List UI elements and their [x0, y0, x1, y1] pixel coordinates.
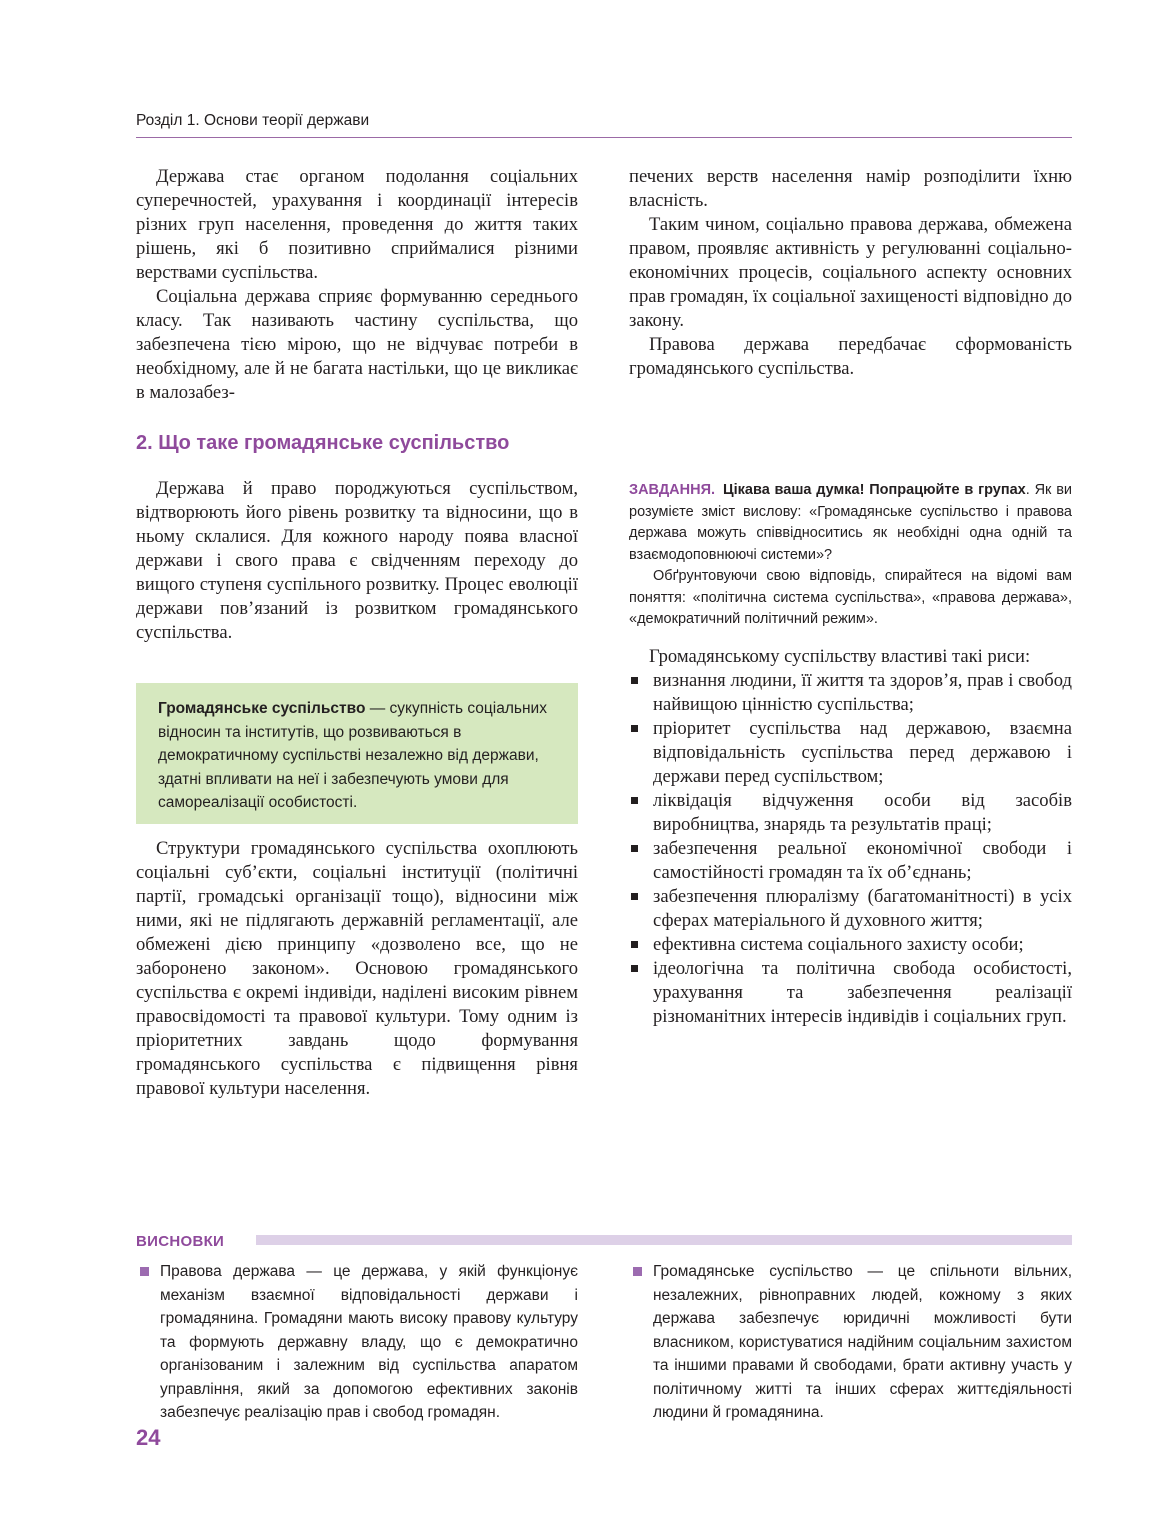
definition-text: — сукупність соціальних відносин та інститутів, що розвиваються в демократичному суспільстві незалежно від держави, здатні впливати на неї і забезпечують умови для самореалізації особистості.	[158, 700, 547, 811]
bullet-square-icon	[140, 1267, 149, 1276]
conclusion-item	[136, 1260, 578, 1425]
paragraph: Правова держава передбачає сформованість громадянського суспільства.	[629, 334, 1072, 379]
task-question-text: Як ви розумієте зміст вислову: «Громадянське суспільство і правова держава можуть співвідноситись як необхідні одна одній та взаємодоповнюючі системи»?	[629, 482, 1073, 563]
running-header	[136, 112, 1072, 138]
definition-term: Громадянське суспільство	[158, 700, 366, 717]
conclusions-title: ВИСНОВКИ	[136, 1233, 225, 1250]
conclusion-item	[629, 1260, 1072, 1425]
list-item	[629, 885, 1072, 933]
list-item-text: пріоритет суспільства над державою, взаємна відповідальність суспільства перед державою і держави перед суспільством;	[653, 718, 1072, 787]
list-item	[629, 837, 1072, 885]
page-number: 24	[136, 1425, 161, 1450]
features-intro: Громадянському суспільству властиві такі риси:	[649, 646, 1031, 667]
list-item-text: ліквідація відчуження особи від засобів виробництва, знарядь та результатів праці;	[653, 790, 1072, 835]
task-label: ЗАВДАННЯ.	[629, 482, 716, 498]
paragraph: Структури громадянського суспільства охоплюють соціальні суб’єкти, соціальні інституції (політичні партії, громадські організації тощо), відносини між ними, які не підлягають державній регламентації, але обмежені дією принципу «дозволено все, що не заборонено законом». Основою громадянського суспільства є окремі індивіди, наділені високим рівнем правосвідомості та правової культури. Тому одним із пріоритетних завдань щодо формування громадянського суспільства є підвищення рівня правової культури населення.	[136, 838, 578, 1099]
paragraph: Таким чином, соціально правова держава, обмежена правом, проявляє активність у регулюванні соціально-економічних процесів, соціального аспекту основних прав громадян, їх соціальної захищеності відповідно до закону.	[629, 214, 1072, 331]
list-item-text: забезпечення реальної економічної свободи і самостійності громадян та їх об’єднань;	[653, 838, 1072, 883]
bullet-square-icon	[631, 845, 638, 852]
paragraph: печених верств населення намір розподілити їхню власність.	[629, 166, 1072, 211]
list-item-text: забезпечення плюралізму (багатоманітності) в усіх сферах матеріального й духовного життя;	[653, 886, 1072, 931]
conclusions-divider	[256, 1235, 1072, 1245]
left-middle-column	[136, 477, 578, 645]
list-item-text: ідеологічна та політична свобода особистості, урахування та забезпечення реалізації різноманітних інтересів індивідів і соціальних груп.	[653, 958, 1072, 1027]
task-question	[629, 480, 1072, 566]
task-block	[629, 480, 1072, 631]
bullet-square-icon	[631, 725, 638, 732]
list-item	[629, 957, 1072, 1029]
list-item	[629, 669, 1072, 717]
conclusion-text: Правова держава — це держава, у якій функціонує механізм взаємної відповідальності держави і громадянина. Громадяни мають високу правову культуру та формують державну владу, що є демократично організованим і залежним від суспільства апаратом управління, який за допомогою ефективних законів забезпечує реалізацію прав і свобод громадян.	[160, 1263, 578, 1421]
bullet-square-icon	[631, 677, 638, 684]
bullet-square-icon	[631, 893, 638, 900]
paragraph: Держава й право породжуються суспільством, відтворюють його рівень розвитку та відносини, що в ньому склалися. Для кожного народу поява власної держави і свого права є свідченням переходу до вищого ступеня суспільного розвитку. Процес еволюції держави пов’язаний із розвитком громадянського суспільства.	[136, 478, 578, 643]
task-heading: Цікава ваша думка! Попрацюйте в групах	[723, 482, 1026, 498]
running-title: Розділ 1. Основи теорії держави	[136, 112, 370, 129]
section-title: 2. Що таке громадянське суспільство	[136, 432, 510, 454]
right-top-column	[629, 165, 1072, 381]
list-item	[629, 933, 1072, 957]
list-item	[629, 789, 1072, 837]
definition-box	[136, 683, 578, 824]
paragraph: Держава стає органом подолання соціальних суперечностей, урахування і координації інтересів різних груп населення, проведення до життя таких рішень, які б позитивно сприймалися різними верствами суспільства.	[136, 166, 578, 283]
left-bottom-column	[136, 837, 578, 1101]
left-top-column	[136, 165, 578, 405]
list-item-text: визнання людини, її життя та здоров’я, прав і свобод найвищою цінністю суспільства;	[653, 670, 1072, 715]
bullet-square-icon	[631, 965, 638, 972]
conclusions-header	[136, 1233, 1072, 1251]
bullet-square-icon	[633, 1267, 642, 1276]
list-item	[629, 717, 1072, 789]
features-section	[629, 645, 1072, 1029]
features-list	[629, 669, 1072, 1029]
paragraph: Соціальна держава сприяє формуванню середнього класу. Так називають частину суспільства, що забезпечена тією мірою, що не відчуває потреби в необхідному, але й не багата настільки, що це викликає в малозабез-	[136, 286, 578, 403]
bullet-square-icon	[631, 797, 638, 804]
bullet-square-icon	[631, 941, 638, 948]
conclusion-text: Громадянське суспільство — це спільноти вільних, незалежних, рівноправних людей, кожному з яких держава забезпечує юридичні можливості бути власником, користуватися надійним соціальним захистом та іншими правами й свободами, брати активну участь у політичному житті та інших сферах життєдіяльності людини й громадянина.	[653, 1263, 1072, 1421]
task-heading-end: .	[1025, 482, 1030, 498]
task-instruction: Обґрунтовуючи свою відповідь, спирайтеся на відомі вам поняття: «політична система суспільства», «правова держава», «демократичний політичний режим».	[629, 568, 1072, 627]
list-item-text: ефективна система соціального захисту особи;	[653, 934, 1024, 955]
